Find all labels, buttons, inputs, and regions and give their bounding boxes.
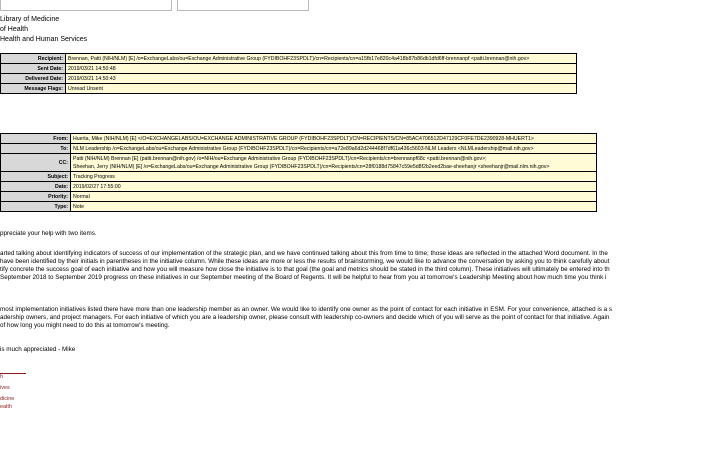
- body-line: arted talking about identifying indicators of success of our implementation of the strategic plan, and we have continued talking about this from time to time; those ideas are reflected in the attached Word document. In the: [0, 250, 608, 257]
- header-value: Note: [71, 202, 597, 212]
- header-value: 2019/02/27 17:55:00: [71, 182, 597, 192]
- org-line: of Health: [0, 26, 29, 33]
- header-label: Recipient:: [1, 54, 66, 64]
- cc-line: Patti (NIH/NLM) Brennan [E] (patti.brennan@nih.gov) /o=NIH/ou=Exchange Administrative Group (FYDIBOHF23SPDLT)/cn=Recipients/cn=brennanpf68c <patti.brennan@nih.gov>;: [73, 155, 487, 162]
- address-field[interactable]: [0, 0, 172, 11]
- address-field-secondary[interactable]: [177, 0, 309, 11]
- header-label: Sent Date:: [1, 64, 66, 74]
- body-line: have been identified by their initials in parentheses in the initiative column. While these ideas are more or less the results of brainstorming, we would like to advance the conversation by asking you to think carefully about: [0, 257, 610, 265]
- signature-line: ives: [0, 385, 10, 391]
- header-row-delivered-date: [1, 74, 577, 84]
- header-label: Delivered Date:: [1, 74, 66, 84]
- body-line: adership owners, and project managers. For each initiative of which you are a leadership owner, please consult with leadership co-owners and decide which of you will serve as the point of contact for that initiative. Again: [0, 313, 610, 321]
- signature-line: dicine: [0, 396, 15, 402]
- org-header: [0, 15, 87, 45]
- header-value: Huerta, Mike (NIH/NLM) [E] </O=EXCHANGELABS/OU=EXCHANGE ADMINISTRATIVE GROUP (FYDIBOHF23SPDLT)/CN=RECIPIENTS/CN=85AC4706512D47129CF0FE7DE2390928-MHUERT1>: [71, 134, 597, 144]
- body-line: September 2018 to September 2019 progress on these initiatives in our September meeting of the Board of Regents. It will be helpful to hear from you at tomorrow's Leadership Meeting about how much time you think i: [0, 273, 607, 281]
- header-label: Type:: [1, 202, 71, 212]
- header-row-to: [1, 144, 597, 154]
- header-row-recipient: [1, 54, 577, 64]
- body-line: tify concrete the success goal of each initiative and how you will measure how close the initiative is to that goal (the goal and metrics should be stated in the third column). These initiatives will ultimately be entered into th: [0, 265, 610, 273]
- header-row-cc: [1, 154, 597, 172]
- header-value: Unread Unsent: [66, 84, 577, 94]
- body-line: of how long you might need to do this at tomorrow's meeting.: [0, 321, 170, 329]
- header-label: Priority:: [1, 192, 71, 202]
- forward-header-table: [0, 133, 597, 212]
- header-label: Date:: [1, 182, 71, 192]
- email-closing: is much appreciated - Mike: [0, 346, 76, 353]
- message-header-table: [0, 53, 577, 94]
- header-value: Brennan, Patti (NIH/NLM) [E] /o=ExchangeLabs/ou=Exchange Administrative Group (FYDIBOHF23SPDLT)/cn=Recipients/cn=a15fb17e820c4a418b87b86db1dfd6ff-brennanpf <patti.brennan@nih.gov>: [66, 54, 577, 64]
- org-line: Library of Medicine: [0, 16, 60, 23]
- header-label: CC:: [1, 154, 71, 172]
- body-line: most implementation initiatives listed there have more than one leadership member as an owner. We would like to identify one owner as the point of contact for each initiative in ESM. For your convenience, attached is a s: [0, 306, 613, 313]
- header-value: Normal: [71, 192, 597, 202]
- header-value: Tracking Progress: [71, 172, 597, 182]
- email-greeting: ppreciate your help with two items.: [0, 230, 97, 237]
- header-value: 2019/03/21 14:50:43: [66, 74, 577, 84]
- header-value: 2019/03/21 14:50:48: [66, 64, 577, 74]
- cc-line: Sheehan, Jerry (NIH/NLM) [E] /o=ExchangeLabs/ou=Exchange Administrative Group (FYDIBOHF23SPDLT)/cn=Recipients/cn=28f0188d75847c59e5d8f2b2eed2bae-sheehanjr <sheehanjr@mail.nlm.nih.gov>: [73, 163, 550, 170]
- signature-line: h: [0, 374, 4, 380]
- header-value-cc: [71, 154, 597, 172]
- signature-line: ealth: [0, 404, 12, 410]
- header-row-priority: [1, 192, 597, 202]
- header-row-subject: [1, 172, 597, 182]
- header-row-type: [1, 202, 597, 212]
- header-row-from: [1, 134, 597, 144]
- header-label: From:: [1, 134, 71, 144]
- email-paragraph-2: [0, 306, 612, 330]
- header-row-date: [1, 182, 597, 192]
- header-label: To:: [1, 144, 71, 154]
- header-row-sent-date: [1, 64, 577, 74]
- window-top-strip: [0, 0, 702, 12]
- header-value: NLM Leadership /o=ExchangeLabs/ou=Exchange Administrative Group (FYDIBOHF23SPDLT)/cn=Recipients/cn=a72e89a6d2d244468f7df61a436c5603-NLM Leaders <NLMLeadership@mail.nih.gov>: [71, 144, 597, 154]
- header-row-message-flags: [1, 84, 577, 94]
- email-paragraph-1: [0, 250, 610, 282]
- header-label: Message Flags:: [1, 84, 66, 94]
- org-line: Health and Human Services: [0, 36, 88, 43]
- signature-block: [0, 372, 14, 413]
- header-label: Subject:: [1, 172, 71, 182]
